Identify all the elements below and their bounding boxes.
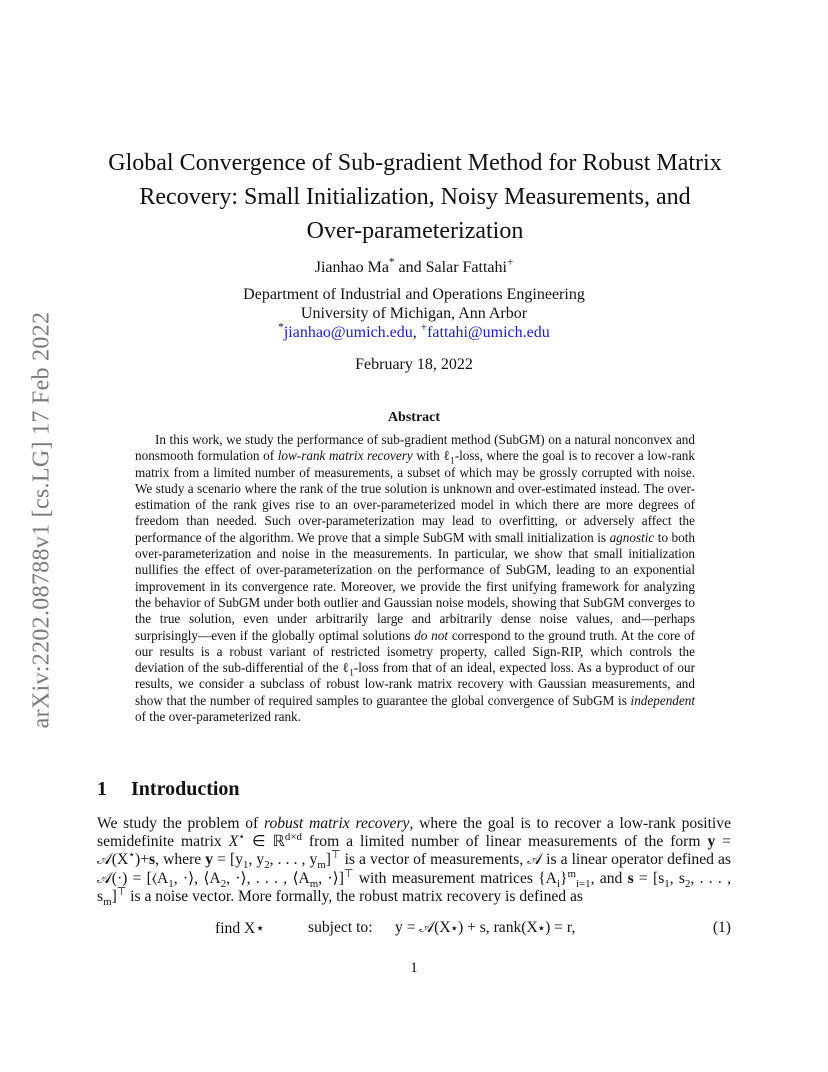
math-subscript: 1 xyxy=(243,859,249,872)
abstract-emphasis: agnostic xyxy=(609,529,655,545)
intro-text: = [y xyxy=(213,851,243,869)
title-line: Global Convergence of Sub-gradient Method for Robust Matrix xyxy=(108,150,722,176)
math-subscript: 2 xyxy=(220,877,227,890)
math-bold-symbol: y xyxy=(707,833,716,851)
intro-text: = [s xyxy=(633,869,665,887)
department: Department of Industrial and Operations Engineering xyxy=(243,286,585,303)
abstract-text: of the over-parameterized rank. xyxy=(135,709,301,725)
intro-text: , and xyxy=(590,869,628,887)
intro-text: ] xyxy=(111,887,117,905)
math-bold-symbol: s xyxy=(627,869,634,887)
author-mark: + xyxy=(506,256,514,269)
intro-text: , . . . , y xyxy=(269,851,318,869)
intro-text: , y xyxy=(248,851,265,869)
math-subscript: i xyxy=(556,877,560,890)
intro-text: is a noise vector. More formally, the robust matrix recovery is defined as xyxy=(126,887,583,905)
author-mark: * xyxy=(388,256,395,269)
math-subscript: m xyxy=(317,859,326,872)
arxiv-identifier[interactable]: arXiv:2202.08788v1 [cs.LG] 17 Feb 2022 xyxy=(28,311,55,729)
intro-text: , where xyxy=(155,851,206,869)
title-line: Over-parameterization xyxy=(306,218,524,244)
intro-text: is a vector of measurements, 𝒜 is a linear operator defined as 𝒜(·) = [⟨A xyxy=(97,851,731,887)
abstract-heading: Abstract xyxy=(387,410,441,425)
math-bold-symbol: s xyxy=(149,851,156,869)
intro-text: ] xyxy=(325,851,331,869)
math-superscript: ⊤ xyxy=(343,867,354,880)
math-subscript: 1 xyxy=(664,877,670,890)
abstract-body xyxy=(135,432,695,725)
math-symbol: X xyxy=(228,833,239,851)
intro-text: , ·⟩, ⟨A xyxy=(173,869,221,887)
page-number: 1 xyxy=(410,960,418,976)
section-title: Introduction xyxy=(131,778,240,800)
abstract-subscript: 1 xyxy=(450,455,455,466)
abstract-text: -loss from that of an ideal, expected loss. As a byproduct of our results, we consider a subclass of robust low-rank matrix recovery with Gaussian measurements, and show that the number of required samples to guarantee the global convergence of SubGM is xyxy=(135,660,695,708)
math-superscript: ⋆ xyxy=(128,849,136,862)
university: University of Michigan, Ann Arbor xyxy=(300,305,528,322)
abstract-emphasis: independent xyxy=(630,692,695,708)
author-name: Salar Fattahi xyxy=(425,259,507,276)
intro-text: } xyxy=(559,869,568,887)
intro-text: = 𝒜(X xyxy=(97,833,732,869)
abstract-emphasis: do not xyxy=(414,627,449,643)
abstract-text: to both over-parameterization and noise in the measurements. In particular, we show that small initialization nullifies the effect of over-parameterization on the performance of SubGM, leading to an exponential improvement in its convergence rate. Moreover, we provide the first unifying framework for analyzing the behavior of SubGM under both outlier and Gaussian noise models, showing that SubGM converges to the true solution, even under arbitrarily large and arbitrarily dense noise values, and—perhaps surprisingly—even if the globally optimal solutions xyxy=(135,529,695,643)
intro-text: , where the goal is to recover a low-rank positive semidefinite matrix xyxy=(97,815,731,851)
math-subscript: 2 xyxy=(684,877,691,890)
email-mark: * xyxy=(278,321,284,334)
abstract-text: In this work, we study the performance of sub-gradient method (SubGM) on a natural nonconvex and nonsmooth formulation of xyxy=(135,432,695,464)
math-superscript: ⊤ xyxy=(116,885,127,898)
intro-text: with measurement matrices {A xyxy=(353,869,557,887)
email-link[interactable]: jianhao@umich.edu xyxy=(283,324,413,341)
section-number: 1 xyxy=(97,778,107,800)
intro-emphasis: robust matrix recovery xyxy=(263,815,410,832)
math-subscript: 2 xyxy=(264,859,270,872)
intro-text: , s xyxy=(669,869,685,887)
math-superscript: ⊤ xyxy=(331,849,341,862)
abstract-text: correspond to the ground truth. At the core of our results is a robust variant of restricted isometry property, called Sign-RIP, which controls the deviation of the sub-differential of the ℓ xyxy=(135,627,695,676)
math-superscript: ⋆ xyxy=(238,831,246,844)
equation-number: (1) xyxy=(712,919,731,936)
math-bold-symbol: y xyxy=(205,851,214,869)
intro-text: ∈ ℝ xyxy=(245,833,285,851)
math-subscript: 1 xyxy=(168,877,174,890)
paper-title xyxy=(95,146,735,248)
intro-text: , ·⟩, . . . , ⟨A xyxy=(226,869,310,887)
email-line xyxy=(0,323,828,342)
intro-text: from a limited number of linear measurements of the form xyxy=(301,833,708,851)
email-mark: + xyxy=(420,321,428,334)
title-line: Recovery: Small Initialization, Noisy Measurements, and xyxy=(139,184,691,210)
abstract-text: with ℓ xyxy=(412,448,451,464)
author-list xyxy=(0,256,828,277)
affiliation-block xyxy=(0,285,828,342)
email-separator: , xyxy=(412,324,421,341)
intro-text: , . . . , s xyxy=(97,869,732,905)
intro-paragraph xyxy=(97,815,731,906)
equation-constraints: y = 𝒜(X⋆) + s, rank(X⋆) = r, xyxy=(395,919,576,936)
intro-text: , ·⟩] xyxy=(318,869,344,887)
abstract-emphasis: low-rank matrix recovery xyxy=(277,448,413,464)
equation-objective: find X⋆ xyxy=(215,920,266,937)
abstract-subscript: 1 xyxy=(349,667,354,678)
math-subscript: m xyxy=(103,895,112,908)
math-superscript: m xyxy=(567,867,576,880)
paper-date: February 18, 2022 xyxy=(355,356,473,373)
intro-text: We study the problem of xyxy=(97,815,264,832)
abstract-text: -loss, where the goal is to recover a low-rank matrix from a limited number of measurements, a subset of which may be grossly corrupted with noise. We study a scenario where the rank of the true solution is unknown and over-estimated instead. The over-estimation of the rank gives rise to an over-parameterized model in which there are more degrees of freedom than needed. Such over-parameterization may lead to overfitting, or adversely affect the performance of the algorithm. We prove that a simple SubGM with small initialization is xyxy=(135,448,695,545)
section-heading xyxy=(97,778,240,801)
math-subscript: m xyxy=(309,877,319,890)
math-superscript: d×d xyxy=(284,831,302,844)
math-subscript: i=1 xyxy=(575,877,591,890)
equation-subject-to: subject to: xyxy=(308,919,373,936)
author-name: Jianhao Ma xyxy=(314,259,389,276)
intro-text: )+ xyxy=(135,851,150,869)
email-link[interactable]: fattahi@umich.edu xyxy=(427,324,550,341)
author-connector: and xyxy=(394,259,426,276)
